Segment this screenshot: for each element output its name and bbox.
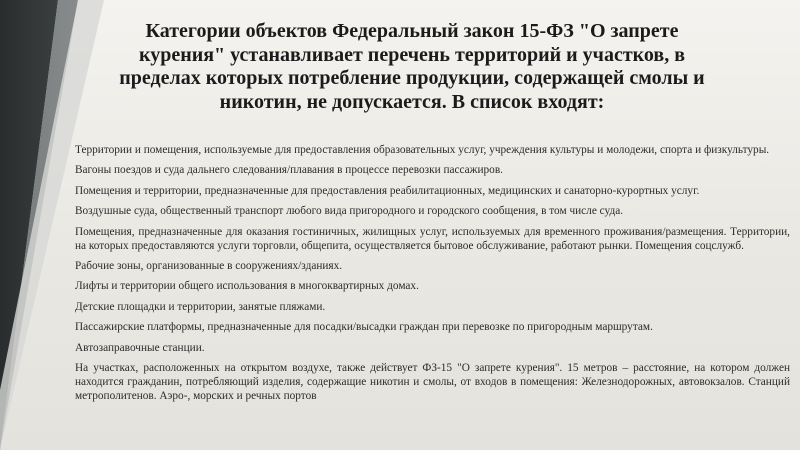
list-item: Вагоны поездов и суда дальнего следования/плавания в процессе перевозки пассажиров. xyxy=(75,164,503,177)
list-item: На участках, расположенных на открытом воздухе, также действует ФЗ-15 "О запрете курения". 15 метров – расстояние, на котором должен находится гражданин, потребляющий изделия, содержащие никотин и смолы, от входов в помещения: Железнодорожных, автовокзалов. Станций метрополитенов. Аэро-, морских и речных портов xyxy=(75,361,790,402)
list-item: Рабочие зоны, организованные в сооружениях/зданиях. xyxy=(75,259,343,272)
slide-title: Категории объектов Федеральный закон 15-ФЗ "О запрете курения" устанавливает перечень территорий и участков, в пределах которых потребление продукции, содержащей смолы и никотин, не допускается. В список входят: xyxy=(119,20,705,113)
restricted-areas-list xyxy=(75,143,790,409)
list-item: Лифты и территории общего использования в многоквартирных домах. xyxy=(75,280,419,293)
list-item: Помещения, предназначенные для оказания гостиничных, жилищных услуг, используемых для временного проживания/размещения. Территории, на которых предоставляются услуги торговли, общепита, осуществляется бытовое обслуживание, работают рынки. Помещения соцслужб. xyxy=(75,225,790,252)
list-item: Помещения и территории, предназначенные для предоставления реабилитационных, медицинских и санаторно-курортных услуг. xyxy=(75,184,700,197)
list-item: Пассажирские платформы, предназначенные для посадки/высадки граждан при перевозке по пригородным маршрутам. xyxy=(75,321,653,334)
list-item: Воздушные суда, общественный транспорт любого вида пригородного и городского сообщения, в том числе суда. xyxy=(75,205,624,218)
list-item: Территории и помещения, используемые для предоставления образовательных услуг, учреждения культуры и молодежи, спорта и физкультуры. xyxy=(75,144,770,156)
list-item: Автозаправочные станции. xyxy=(75,341,205,354)
list-item: Детские площадки и территории, занятые пляжами. xyxy=(75,300,326,313)
